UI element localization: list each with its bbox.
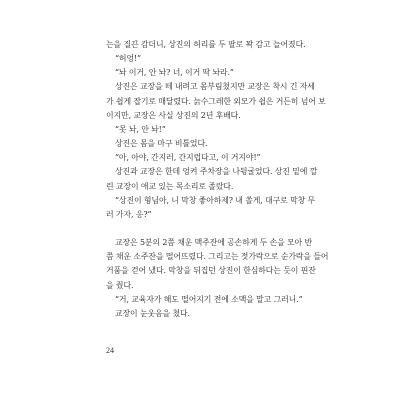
text-line: “아, 아야, 간지러, 간지럽다고, 이 거지야!” <box>115 153 261 163</box>
text-line: 쯤 채운 소주잔을 떨어뜨렸다. 그리고는 젓가락으로 순가락을 들어 <box>106 252 329 262</box>
text-line: “놔 이거, 안 놔? 너, 이거 딱 놔라.” <box>115 68 234 78</box>
text-line: 상진은 몸을 마구 비틀었다. <box>115 139 208 149</box>
text-line: “거, 교육자가 해도 떨어지기 전에 소맥을 말고 그러니.” <box>115 294 303 304</box>
text-line: 린 교장이 애교 있는 목소리로 졸랐다. <box>106 181 234 191</box>
text-line: 교장은 5분의 2쯤 채운 맥주잔에 공손하게 두 손을 모아 반 <box>115 238 313 248</box>
page-number: 24 <box>106 346 114 355</box>
text-line: 을 줬다. <box>106 280 134 290</box>
text-line: 가 쉽게 잡기로 매달렸다. 늙수그레한 외모가 쉽은 거든히 넘어 보 <box>106 96 326 106</box>
text-line: 러 가자, 응?” <box>106 209 152 219</box>
text-line: 교장이 눈웃음을 쳤다. <box>115 308 190 318</box>
text-line: 거품을 걷어 냈다. 막창을 뒤집던 상진이 한심하다는 듯이 핀잔 <box>106 266 316 276</box>
text-line: 는을 질끈 감더니, 상진의 허리를 두 팔로 꽉 감고 늘어졌다. <box>106 40 306 49</box>
paragraph-gap <box>106 222 336 236</box>
page-body <box>106 38 336 321</box>
text-line: “상진이 형님아, 니 막창 좋아하제? 내 쏠게, 대구로 막창 무 <box>115 195 316 205</box>
text-line: “허엉!” <box>115 54 141 64</box>
text-line: “못 놔, 안 놔!” <box>115 124 166 134</box>
text-line: 이지만, 교장은 사실 상진의 2년 후배다. <box>106 110 241 120</box>
text-line: 상진과 교장은 한데 엉켜 주차장을 나뒹굴었다. 상진 밑에 깔 <box>115 167 318 177</box>
text-line: 상진은 교장을 떼 내려고 몸부림쳤지만 교장은 착시 긴 자세 <box>115 82 315 92</box>
